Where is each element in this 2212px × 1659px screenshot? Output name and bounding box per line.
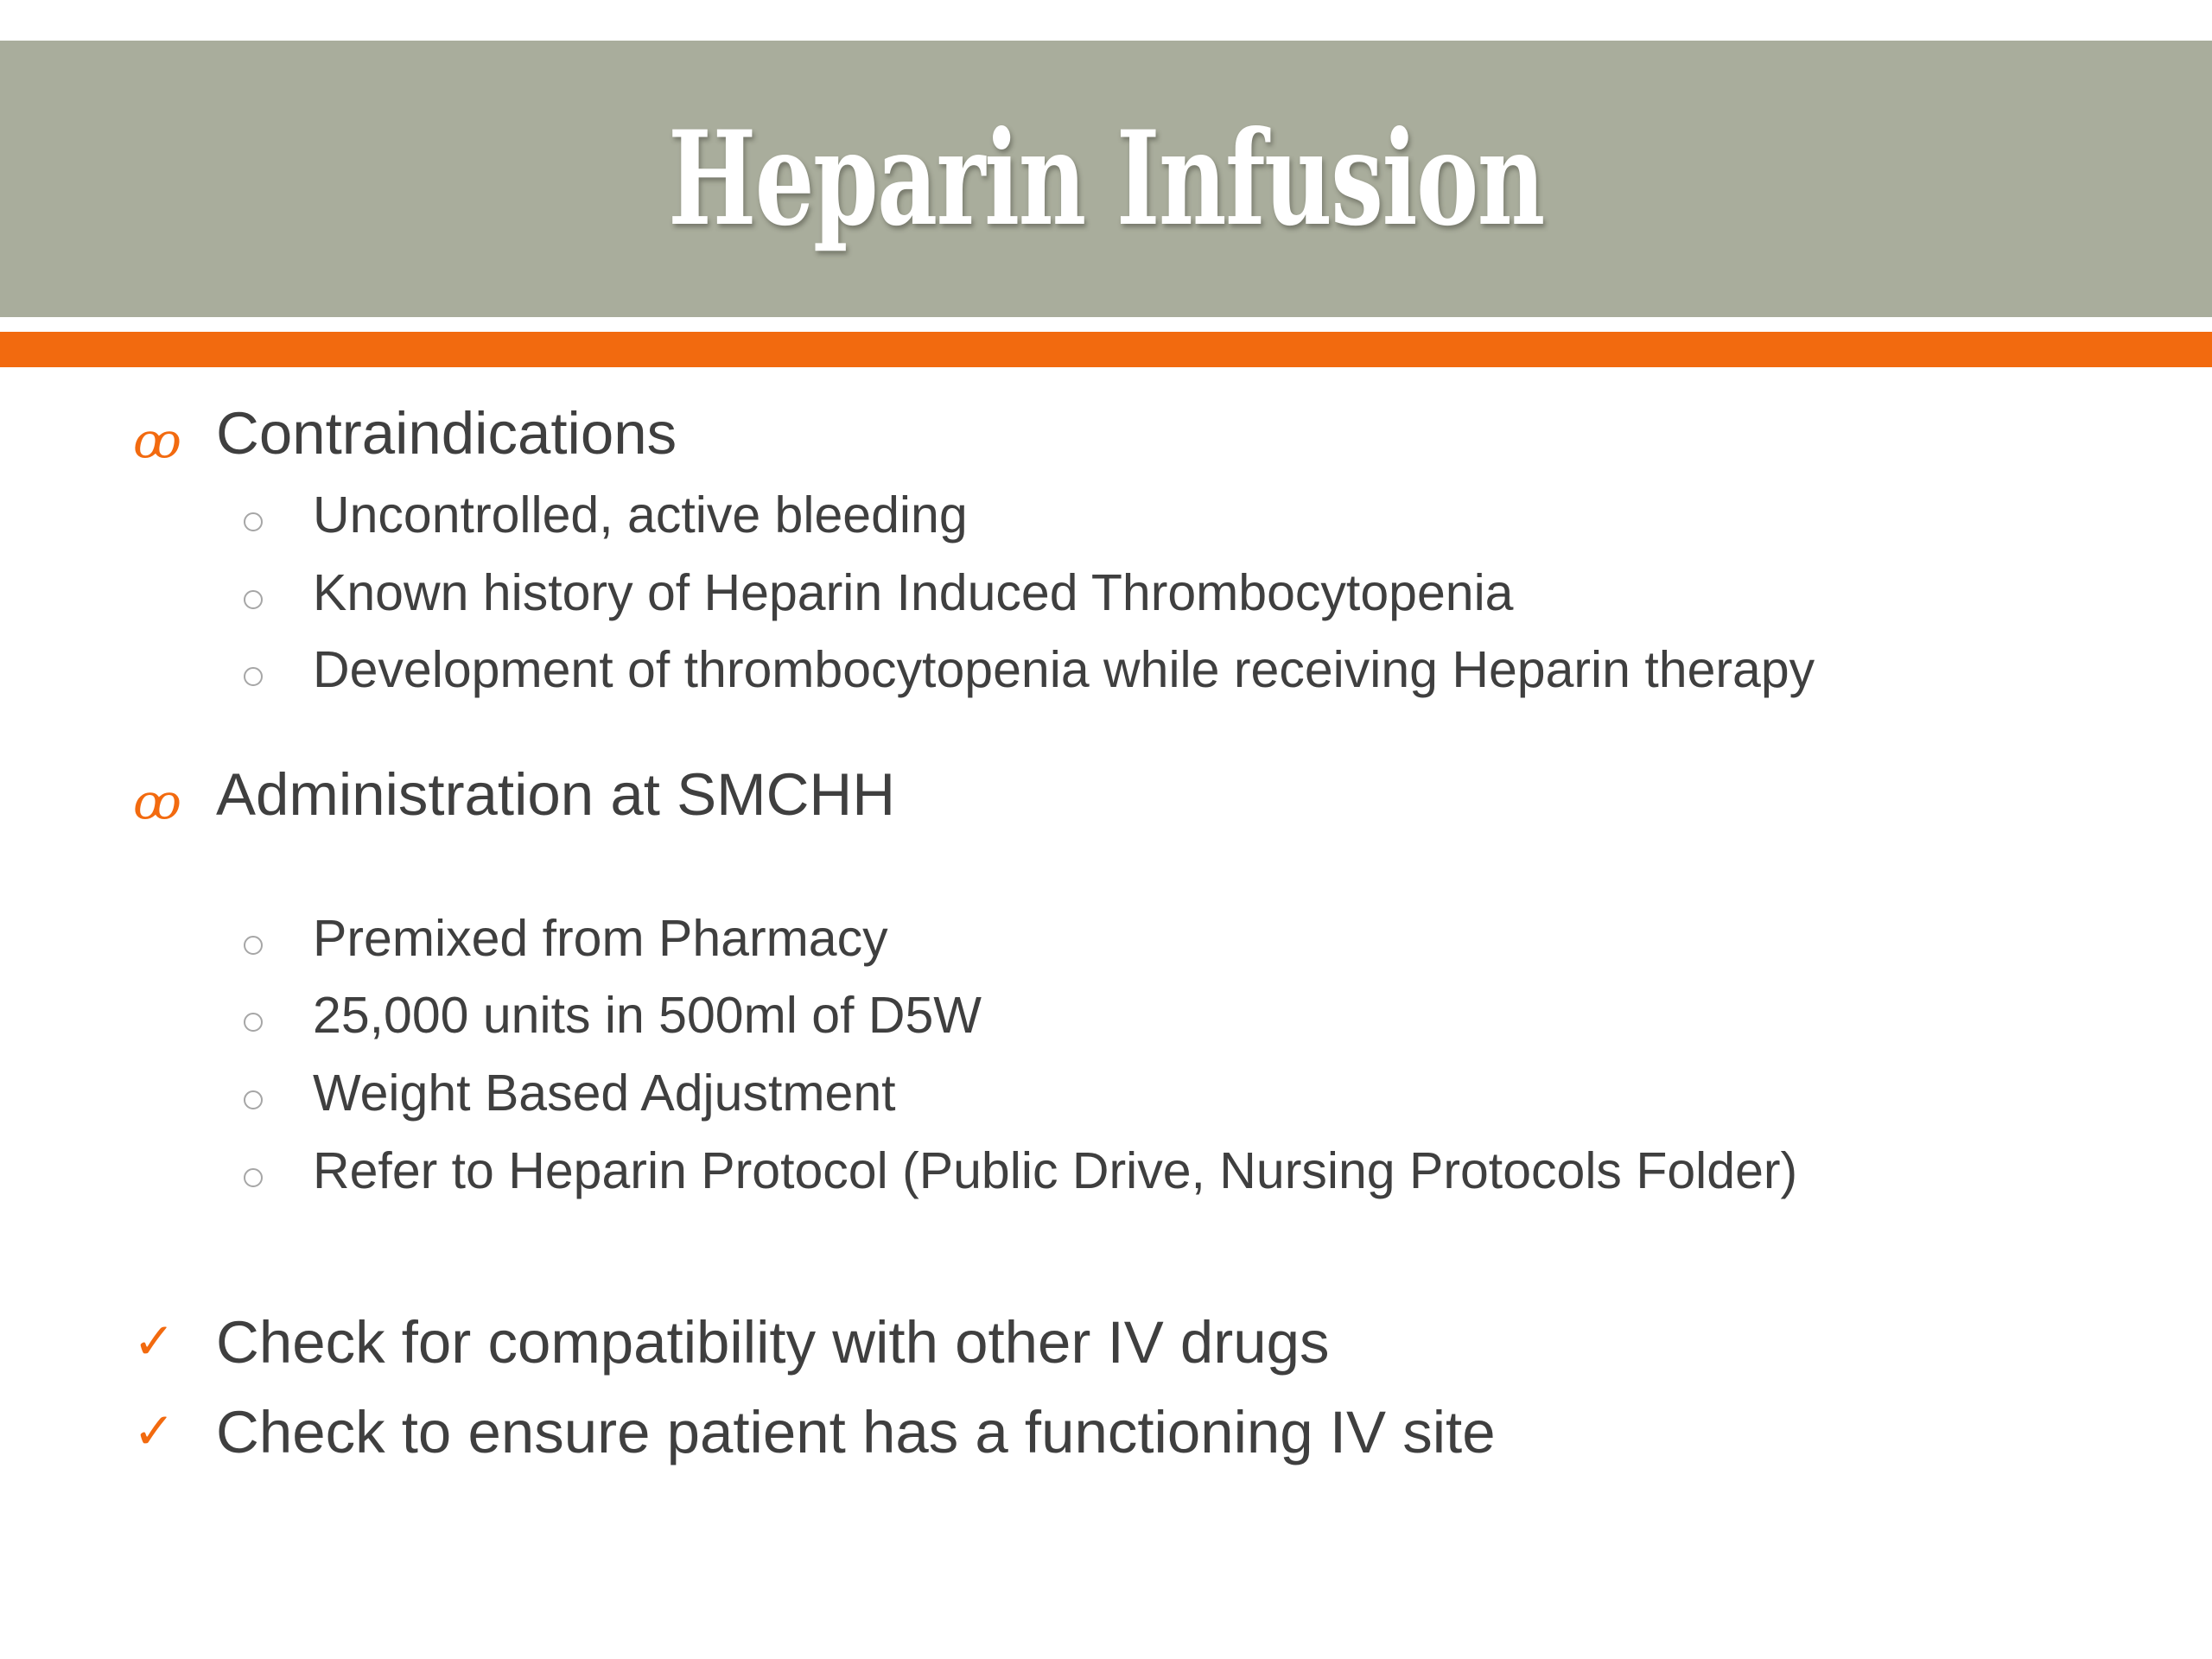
ornament-icon: ꝏ bbox=[133, 413, 181, 469]
check-item: Check to ensure patient has a functioning IV site bbox=[216, 1399, 1496, 1465]
circle-bullet-icon bbox=[244, 1090, 263, 1109]
list-item: Premixed from Pharmacy bbox=[313, 910, 888, 967]
circle-bullet-icon bbox=[244, 667, 263, 686]
section-heading-administration: Administration at SMCHH bbox=[216, 761, 896, 828]
accent-bar bbox=[0, 332, 2212, 367]
list-item: Uncontrolled, active bleeding bbox=[313, 486, 968, 543]
list-item: Development of thrombocytopenia while receiving Heparin therapy bbox=[313, 641, 1815, 698]
check-item: Check for compatibility with other IV drugs bbox=[216, 1309, 1330, 1376]
list-item: Known history of Heparin Induced Thrombocytopenia bbox=[313, 564, 1514, 621]
section-heading-contraindications: Contraindications bbox=[216, 400, 677, 467]
circle-bullet-icon bbox=[244, 512, 263, 531]
checkmark-icon: ✓ bbox=[133, 1312, 175, 1370]
list-item: 25,000 units in 500ml of D5W bbox=[313, 987, 982, 1044]
circle-bullet-icon bbox=[244, 1013, 263, 1032]
circle-bullet-icon bbox=[244, 590, 263, 609]
list-item: Refer to Heparin Protocol (Public Drive, Nursing Protocols Folder) bbox=[313, 1142, 1798, 1199]
list-item: Weight Based Adjustment bbox=[313, 1065, 896, 1122]
circle-bullet-icon bbox=[244, 1168, 263, 1187]
slide-title: Heparin Infusion bbox=[668, 103, 1544, 255]
circle-bullet-icon bbox=[244, 936, 263, 955]
ornament-icon: ꝏ bbox=[133, 774, 181, 830]
checkmark-icon: ✓ bbox=[133, 1402, 175, 1460]
